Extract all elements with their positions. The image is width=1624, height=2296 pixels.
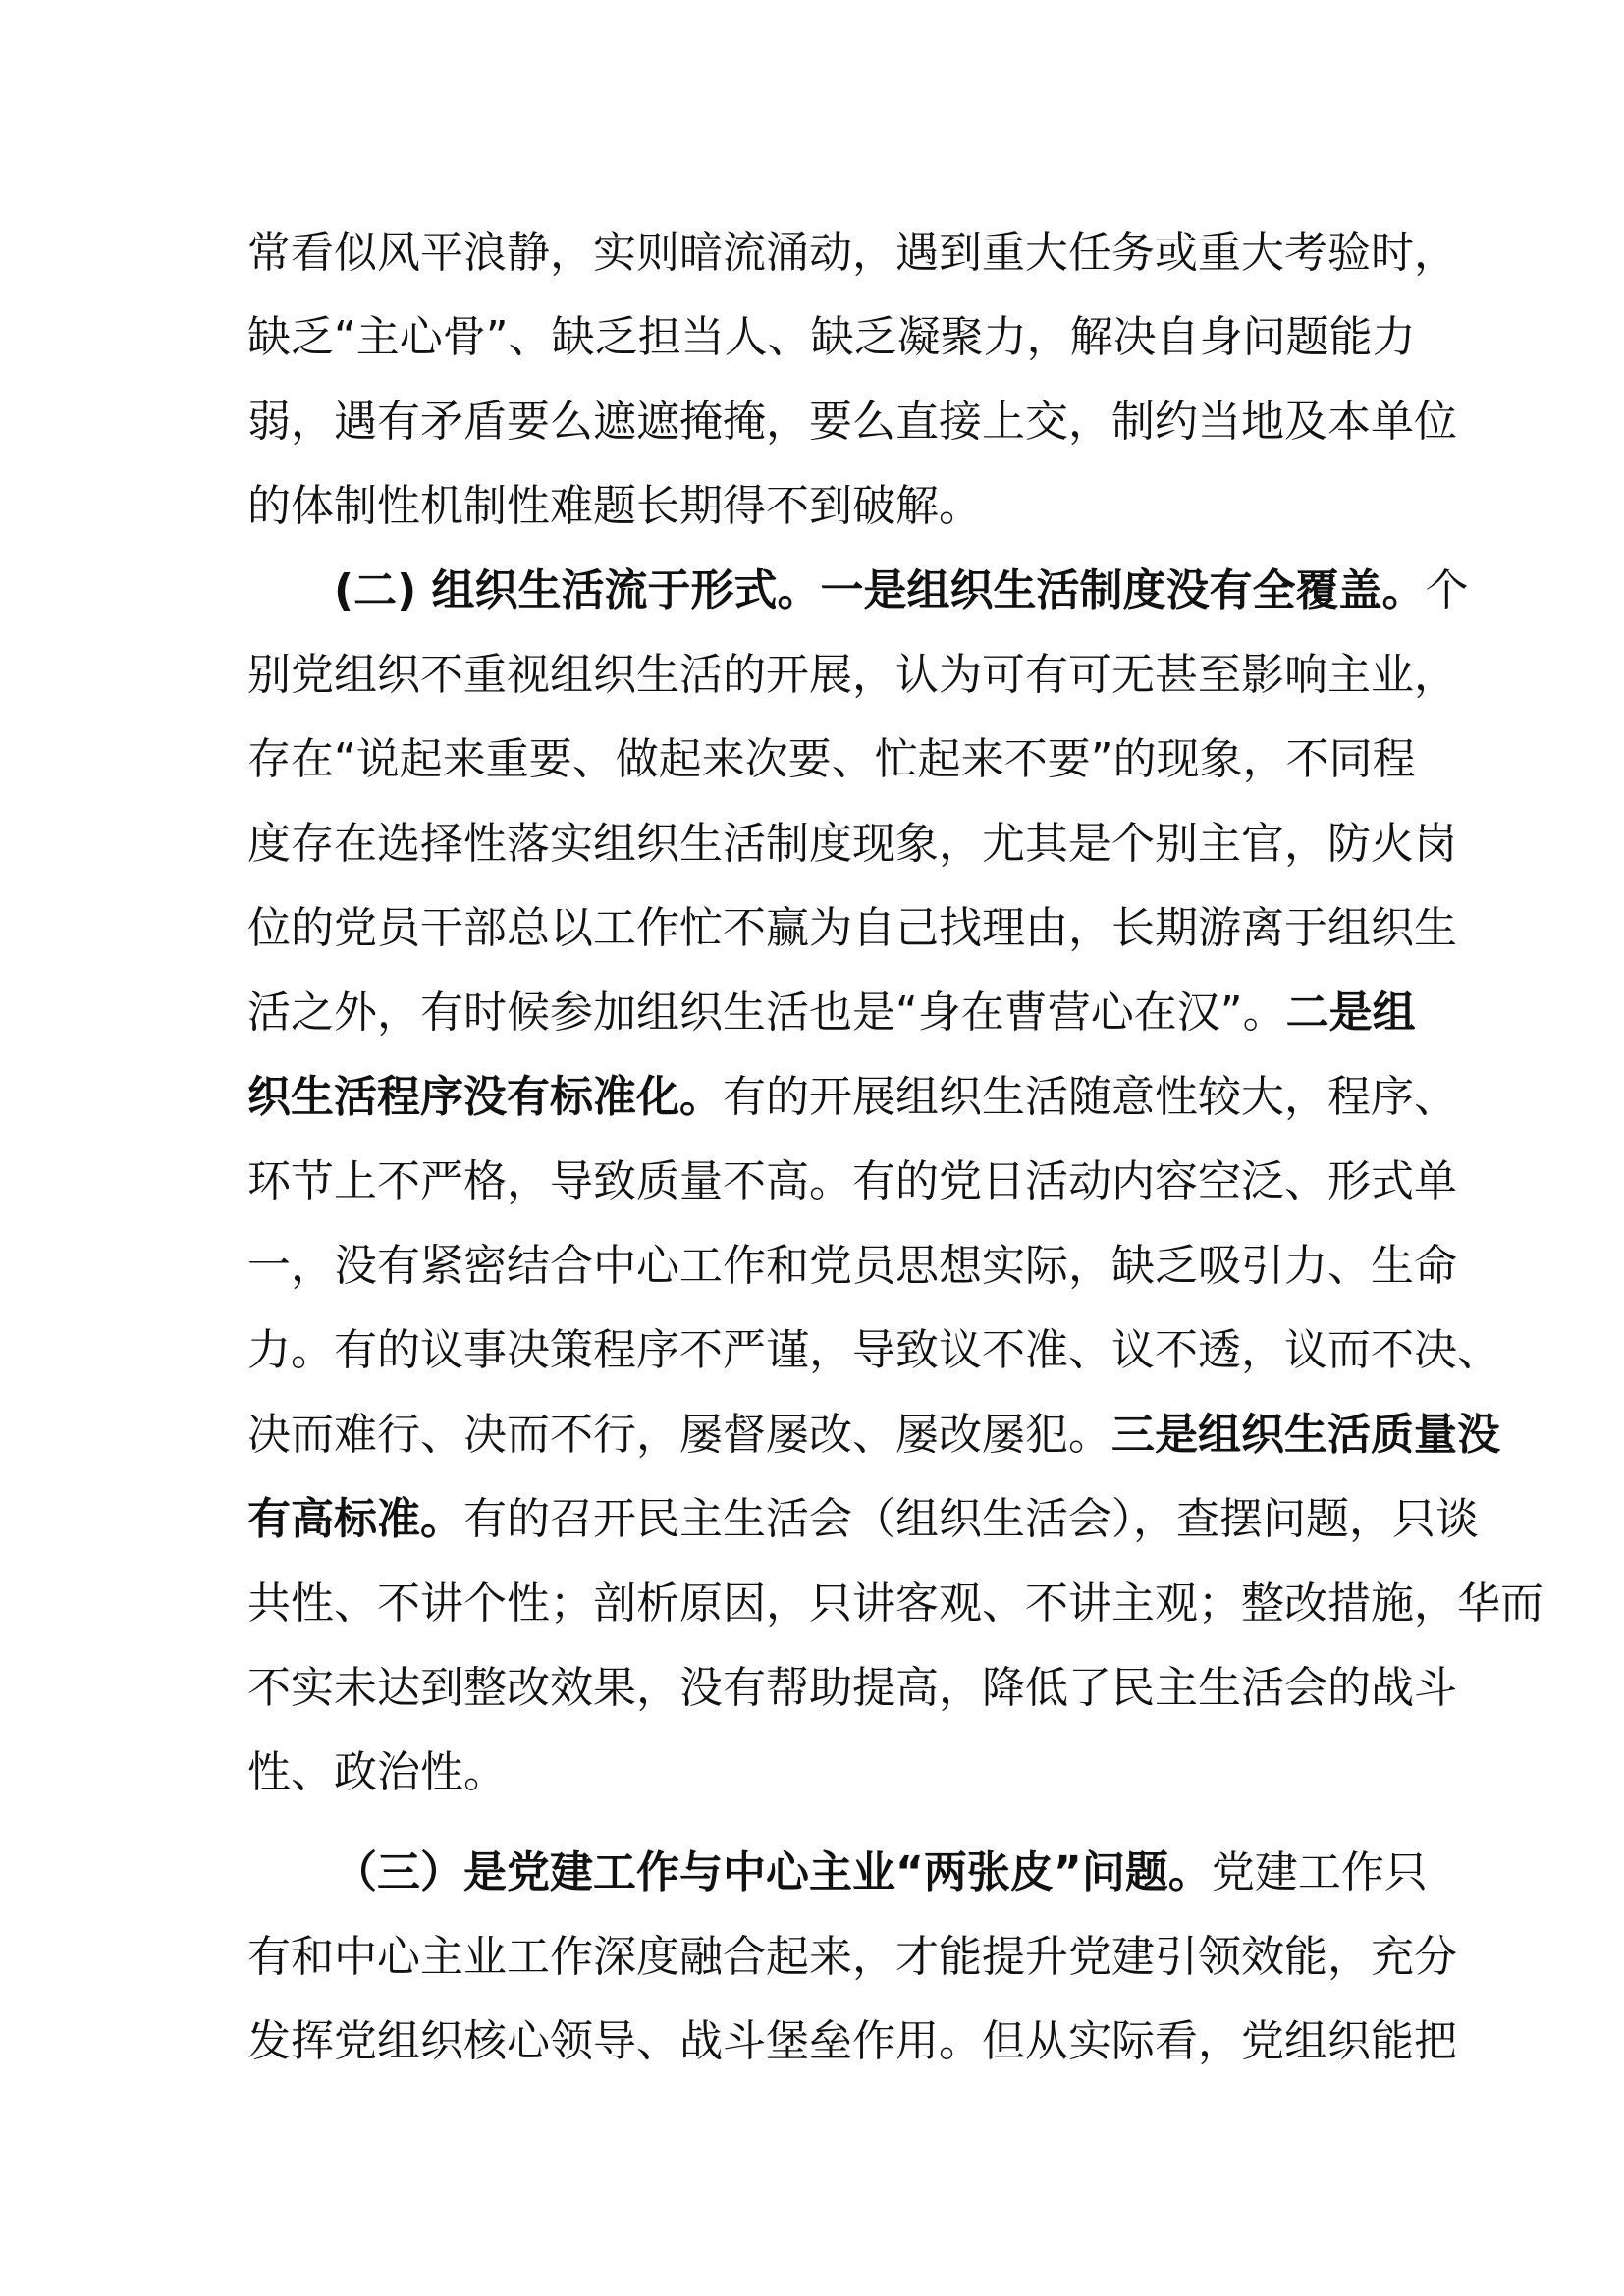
text-span: 个 [1425,565,1469,615]
text-span: 的体制性机制性难题长期得不到破解。 [247,481,982,531]
section-heading-line [334,561,1469,620]
text-span: 发挥党组织核心领导、战斗堡垒作用。但从实际看，党组织能把 [247,2016,1457,2066]
text-line [247,730,1416,789]
text-line [247,477,1386,536]
section-heading-2: (二) 组织生活流于形式。一是组织生活制度没有全覆盖。 [334,565,1426,615]
text-line [247,224,1457,283]
text-line [247,1406,1500,1465]
text-span: 常看似风平浪静，实则暗流涌动，遇到重大任务或重大考验时， [247,228,1457,278]
text-span: 有和中心主业工作深度融合起来，才能提升党建引领效能，充分 [247,1932,1457,1982]
text-span: 活之外，有时候参加组织生活也是“身在曹营心在汉”。 [247,988,1286,1038]
text-span: 缺乏“主心骨”、缺乏担当人、缺乏凝聚力，解决自身问题能力 [247,312,1416,362]
text-line [247,308,1416,367]
text-line [247,984,1416,1042]
bold-subpoint: 织生活程序没有标准化。 [247,1072,723,1122]
text-line [247,1659,1457,1718]
text-line [247,1928,1457,1987]
text-span: 环节上不严格，导致质量不高。有的党日活动内容空泛、形式单 [247,1156,1457,1206]
section-heading-line [334,1843,1428,1902]
text-span: 不实未达到整改效果，没有帮助提高，降低了民主生活会的战斗 [247,1663,1457,1713]
text-span: 有的开展组织生活随意性较大，程序、 [723,1072,1457,1122]
text-span: 位的党员干部总以工作忙不赢为自己找理由，长期游离于组织生 [247,903,1457,953]
text-span: 弱，遇有矛盾要么遮遮掩掩，要么直接上交，制约当地及本单位 [247,397,1457,447]
text-line [247,899,1457,958]
text-line [247,646,1457,705]
text-span: 度存在选择性落实组织生活制度现象，尤其是个别主官，防火岗 [247,819,1457,869]
text-line [247,2012,1457,2071]
text-line [247,1490,1479,1549]
text-line [247,1743,1386,1802]
text-line [247,1237,1457,1296]
text-line [247,1575,1543,1633]
section-heading-3: （三）是党建工作与中心主业“两张皮”问题。 [334,1847,1212,1897]
bold-subpoint: 二是组 [1285,988,1416,1038]
text-line [247,1068,1457,1127]
text-span: 共性、不讲个性；剖析原因，只讲客观、不讲主观；整改措施，华而 [247,1578,1543,1629]
text-span: 力。有的议事决策程序不严谨，导致议不准、议不透，议而不决、 [247,1325,1500,1375]
bold-subpoint: 有高标准。 [247,1494,463,1544]
text-line [247,1321,1500,1380]
text-span: 存在“说起来重要、做起来次要、忙起来不要”的现象，不同程 [247,734,1416,784]
text-span: 一，没有紧密结合中心工作和党员思想实际，缺乏吸引力、生命 [247,1241,1457,1291]
text-line [247,815,1457,874]
text-line [247,393,1457,452]
text-span: 决而难行、决而不行，屡督屡改、屡改屡犯。 [247,1410,1111,1460]
text-span: 别党组织不重视组织生活的开展，认为可有可无甚至影响主业， [247,650,1457,700]
bold-subpoint: 三是组织生活质量没 [1111,1410,1500,1460]
text-line [247,1152,1457,1211]
text-span: 性、政治性。 [247,1747,507,1797]
text-span: 党建工作只 [1211,1847,1428,1897]
text-span: 有的召开民主生活会（组织生活会），查摆问题，只谈 [463,1494,1479,1544]
